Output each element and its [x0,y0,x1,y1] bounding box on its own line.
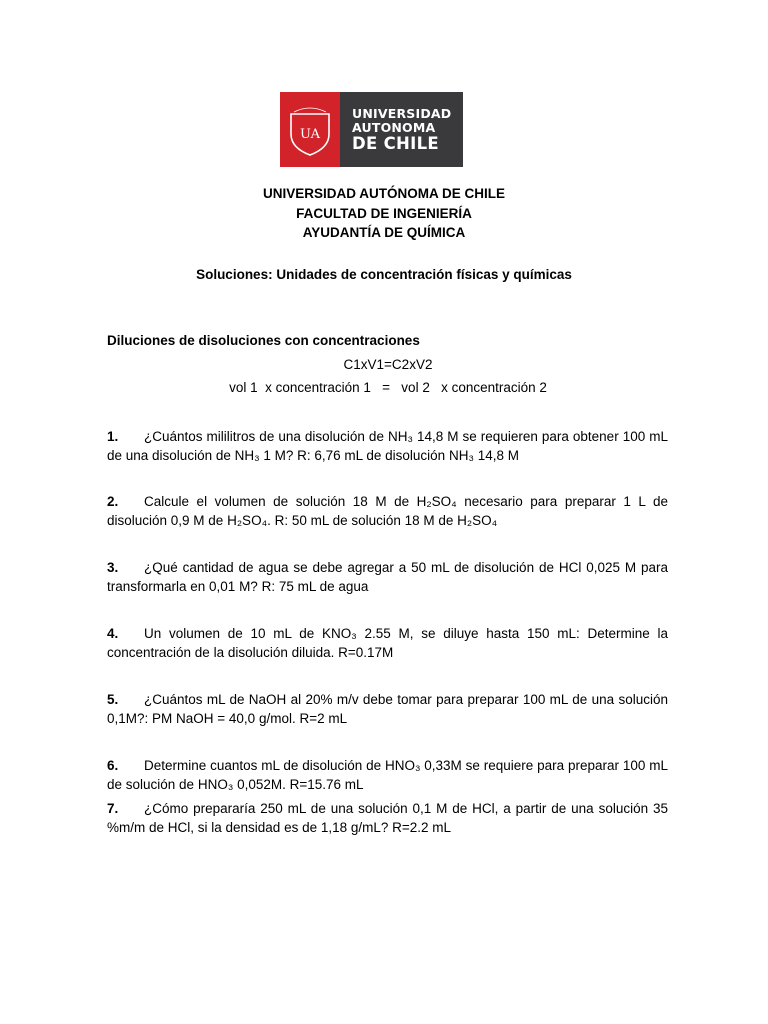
problem-number: 6. [107,758,119,773]
header-course: AYUDANTÍA DE QUÍMICA [302,225,466,240]
logo-line-2: AUTONOMA [352,119,436,135]
problem-text: ¿Cuántos mL de NaOH al 20% m/v debe tomar para preparar 100 mL de una solución 0,1M?: PM NaOH = 40,0 g/mol. R=2 mL [107,692,668,726]
problem-item [107,427,668,465]
university-logo [280,92,463,167]
problem-text: Calcule el volumen de solución 18 M de H₂SO₄ necesario para preparar 1 L de disolución 0,9 M de H₂SO₄. R: 50 mL de solución 18 M de H₂SO₄ [107,494,668,528]
problem-text: Determine cuantos mL de disolución de HNO₃ 0,33M se requiere para preparar 100 mL de solución de HNO₃ 0,052M. R=15.76 mL [107,758,668,792]
problem-number: 7. [107,801,119,816]
problem-number: 2. [107,494,119,509]
problem-text: ¿Cómo prepararía 250 mL de una solución 0,1 M de HCl, a partir de una solución 35 %m/m de HCl, si la densidad es de 1,18 g/mL? R=2.2 mL [107,801,668,835]
problem-item [107,690,668,728]
problem-item [107,624,668,662]
dilution-formula-words: vol 1 x concentración 1 = vol 2 x concentración 2 [229,380,547,395]
logo-seal [280,92,340,167]
problem-item [107,492,668,530]
shield-icon [287,102,333,158]
document-subtitle: Soluciones: Unidades de concentración físicas y químicas [196,267,572,282]
problem-item [107,756,668,794]
problem-item [107,558,668,596]
problem-text: Un volumen de 10 mL de KNO₃ 2.55 M, se diluye hasta 150 mL: Determine la concentración de la disolución diluida. R=0.17M [107,626,668,660]
logo-line-1: UNIVERSIDAD [352,105,452,121]
header-faculty: FACULTAD DE INGENIERÍA [296,205,472,221]
logo-wordmark [340,92,463,167]
header-university: UNIVERSIDAD AUTÓNOMA DE CHILE [262,186,505,201]
problem-text: ¿Qué cantidad de agua se debe agregar a 50 mL de disolución de HCl 0,025 M para transformarla en 0,01 M? R: 75 mL de agua [107,560,668,594]
problem-text: ¿Cuántos mililitros de una disolución de NH₃ 14,8 M se requieren para obtener 100 mL de una disolución de NH₃ 1 M? R: 6,76 mL de disolución NH₃ 14,8 M [107,429,668,463]
problem-item [107,799,668,837]
logo-line-3: DE CHILE [352,133,439,153]
problem-number: 3. [107,560,119,575]
section-title: Diluciones de disoluciones con concentraciones [107,333,420,348]
logo-seal-text: UA [300,126,320,142]
problem-number: 4. [107,626,119,641]
problem-number: 5. [107,692,119,707]
dilution-formula: C1xV1=C2xV2 [343,357,433,372]
document-header [0,184,768,243]
problem-number: 1. [107,429,119,444]
